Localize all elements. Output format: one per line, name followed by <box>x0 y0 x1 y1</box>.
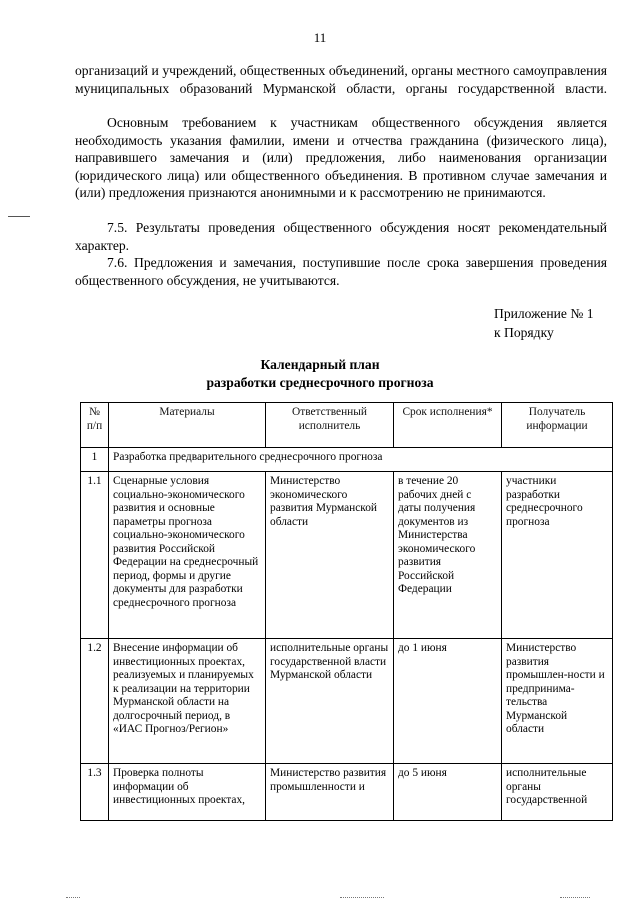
paragraph-7-6: 7.6. Предложения и замечания, поступившие после срока завершения проведения общественного обсуждения, не учитываются. <box>75 255 607 288</box>
header-recipient: Получатель информации <box>502 403 613 448</box>
row-recipient: исполнительные органы государственной <box>502 764 613 821</box>
plan-subtitle: разработки среднесрочного прогноза <box>206 375 434 390</box>
header-executor: Ответственный исполнитель <box>266 403 394 448</box>
header-deadline: Срок исполнения* <box>394 403 502 448</box>
paragraph-7-5: 7.5. Результаты проведения общественного обсуждения носят рекомендательный характер. <box>75 220 607 253</box>
paragraph-continuation: организаций и учреждений, общественных объединений, органы местного самоуправления муниципальных образований Мурманской области, органы государственной власти. <box>75 63 607 96</box>
row-materials: Проверка полноты информации об инвестиционных проектах, <box>109 764 266 821</box>
page-number: 11 <box>313 30 327 45</box>
footer-scan-mark <box>560 897 590 899</box>
calendar-plan-table <box>80 402 613 821</box>
table-section-row <box>81 448 613 472</box>
row-recipient: Министерство развития промышлен-ности и предпринима-тельства Мурманской области <box>502 639 613 764</box>
row-recipient: участники разработки среднесрочного прогноза <box>502 472 613 639</box>
appendix-reference <box>494 304 594 342</box>
section-num: 1 <box>81 448 109 472</box>
table-header-row <box>81 403 613 448</box>
row-num: 1.2 <box>81 639 109 764</box>
row-executor: Министерство развития промышленности и <box>266 764 394 821</box>
margin-mark <box>8 216 30 217</box>
table-row <box>81 639 613 764</box>
row-num: 1.1 <box>81 472 109 639</box>
paragraph-requirements: Основным требованием к участникам общественного обсуждения является необходимость указания фамилии, имени и отчества гражданина (физического лица), направившего замечания и (или) предложения, либо наименования организации (юридического лица) или общественного объединения. В противном случае замечания и (или) предложения признаются анонимными и к рассмотрению не принимаются. <box>75 115 607 201</box>
section-title: Разработка предварительного среднесрочного прогноза <box>109 448 613 472</box>
appendix-line-2: к Порядку <box>494 325 554 340</box>
table-row <box>81 764 613 821</box>
plan-title: Календарный план <box>260 357 380 372</box>
row-deadline: до 1 июня <box>394 639 502 764</box>
header-materials: Материалы <box>109 403 266 448</box>
row-num: 1.3 <box>81 764 109 821</box>
row-materials: Сценарные условия социально-экономического развития и основные параметры прогноза социально-экономического развития Российской Федерации на среднесрочный период, формы и другие документы для разработки среднесрочного прогноза <box>109 472 266 639</box>
row-executor: исполнительные органы государственной власти Мурманской области <box>266 639 394 764</box>
row-deadline: в течение 20 рабочих дней с даты получения документов из Министерства экономического развития Российской Федерации <box>394 472 502 639</box>
footer-scan-mark <box>340 897 384 899</box>
header-num: № п/п <box>81 403 109 448</box>
row-deadline: до 5 июня <box>394 764 502 821</box>
row-executor: Министерство экономического развития Мурманской области <box>266 472 394 639</box>
appendix-line-1: Приложение № 1 <box>494 306 594 321</box>
row-materials: Внесение информации об инвестиционных проектах, реализуемых и планируемых к реализации на территории Мурманской области на долгосрочный период, в «ИАС Прогноз/Регион» <box>109 639 266 764</box>
table-row <box>81 472 613 639</box>
footer-scan-mark <box>66 897 80 899</box>
